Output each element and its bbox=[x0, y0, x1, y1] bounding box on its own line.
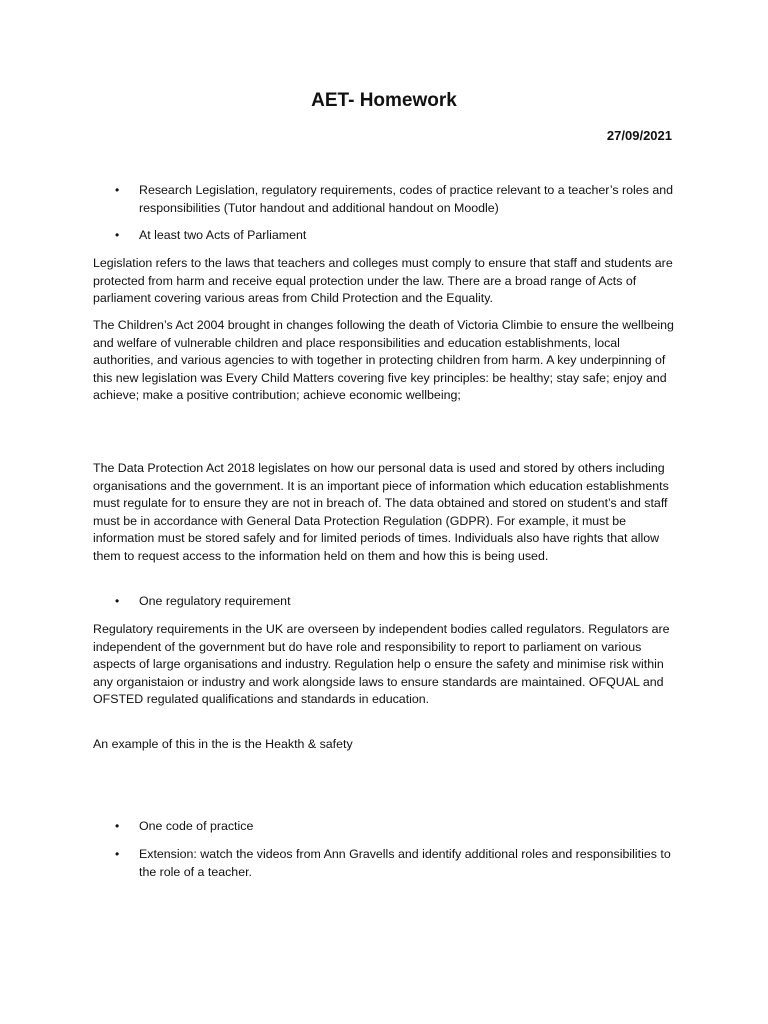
paragraph-data-protection: The Data Protection Act 2018 legislates on how our personal data is used and stored by others including organisations and the government. It is an important piece of information which education establishments must regulate for to ensure they are not in breach of. The data obtained and stored on student’s and staff must be in accordance with General Data Protection Regulation (GDPR). For example, it must be information must be stored safely and for limited periods of times. Individuals also have rights that allow them to request access to the information held on them and how this is being used. bbox=[93, 461, 669, 563]
paragraph-legislation: Legislation refers to the laws that teachers and colleges must comply to ensure that staff and students are protected from harm and receive equal protection under the law. There are a broad range of Acts of parliament covering various areas from Child Protection and the Equality. bbox=[93, 256, 673, 306]
paragraph-regulatory: Regulatory requirements in the UK are overseen by independent bodies called regulators. Regulators are independent of the government but do have role and responsibility to report to parliament on various aspects of large organisations and industry. Regulation help o ensure the safety and minimise risk within any organistaion or industry and work alongside laws to ensure standards are maintained. OFQUAL and OFSTED regulated qualifications and standards in education. bbox=[93, 622, 670, 707]
bullet-marker: • bbox=[115, 847, 120, 861]
bullet-text: Research Legislation, regulatory requirements, codes of practice relevant to a teacher’s roles and responsibilities (Tutor handout and additional handout on Moodle) bbox=[139, 183, 674, 215]
bullet-text: At least two Acts of Parliament bbox=[139, 228, 307, 242]
paragraph-childrens-act: The Children’s Act 2004 brought in changes following the death of Victoria Climbie to ensure the wellbeing and welfare of vulnerable children and place responsibilities and education establishments, local authorities, and various agencies to with together in protecting children from harm. A key underpinning of this new legislation was Every Child Matters covering five key principles: be healthy; stay safe; enjoy and achieve; make a positive contribution; achieve economic wellbeing; bbox=[93, 318, 674, 403]
bullet-text: One code of practice bbox=[139, 819, 254, 833]
page-title: AET- Homework bbox=[311, 90, 457, 111]
bullet-text: Extension: watch the videos from Ann Gravells and identify additional roles and responsibilities to the role of a teacher. bbox=[139, 847, 671, 879]
bullet-marker: • bbox=[115, 183, 120, 197]
paragraph-example: An example of this in the is the Heakth & safety bbox=[93, 737, 353, 751]
bullet-marker: • bbox=[115, 819, 120, 833]
bullet-marker: • bbox=[115, 594, 120, 608]
bullet-marker: • bbox=[115, 228, 120, 242]
document-date: 27/09/2021 bbox=[606, 128, 672, 143]
bullet-text: One regulatory requirement bbox=[139, 594, 291, 608]
